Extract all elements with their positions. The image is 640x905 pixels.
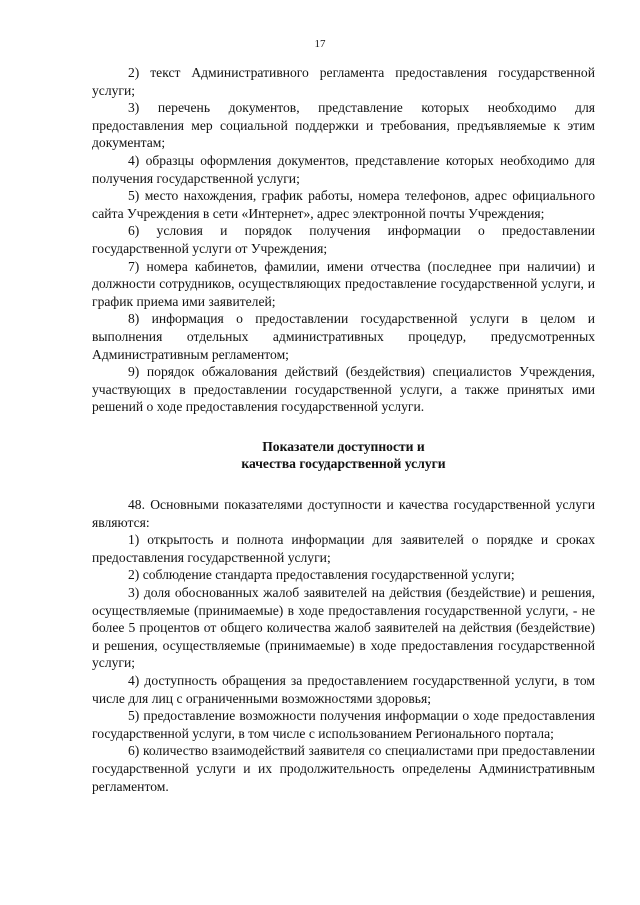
list-item-bottom-1: 1) открытость и полнота информации для заявителей о порядке и сроках предоставления государственной услуги;	[92, 532, 595, 565]
list-item-top-8: 8) информация о предоставлении государственной услуги в целом и выполнения отдельных административных процедур, предусмотренных Административным регламентом;	[92, 311, 595, 362]
section-heading-line-2: качества государственной услуги	[241, 456, 446, 472]
list-item-bottom-5: 5) предоставление возможности получения информации о ходе предоставления государственной услуги, в том числе с использованием Регионального портала;	[92, 708, 595, 741]
document-body	[92, 64, 595, 795]
section-heading-line-1: Показатели доступности и	[262, 438, 425, 454]
list-item-top-5: 5) место нахождения, график работы, номера телефонов, адрес официального сайта Учреждения в сети «Интернет», адрес электронной почты Учреждения;	[92, 188, 595, 221]
list-item-top-7: 7) номера кабинетов, фамилии, имени отчества (последнее при наличии) и должности сотрудников, осуществляющих предоставление государственной услуги, и график приема ими заявителей;	[92, 258, 595, 309]
list-item-top-6: 6) условия и порядок получения информации о предоставлении государственной услуги от Учреждения;	[92, 223, 595, 256]
list-item-top-9: 9) порядок обжалования действий (бездействия) специалистов Учреждения, участвующих в предоставлении государственной услуги, а также принятых ими решений о ходе предоставления государственной услуги.	[92, 364, 595, 415]
section-heading	[92, 438, 595, 473]
list-item-top-2: 2) текст Административного регламента предоставления государственной услуги;	[92, 65, 595, 98]
clause-48-intro: 48. Основными показателями доступности и качества государственной услуги являются:	[92, 497, 595, 530]
list-item-bottom-2: 2) соблюдение стандарта предоставления государственной услуги;	[128, 567, 515, 583]
list-item-bottom-3: 3) доля обоснованных жалоб заявителей на действия (бездействие) и решения, осуществляемые (принимаемые) в ходе предоставления государственной услуги, - не более 5 процентов от общего количества жалоб заявителей на действия (бездействие) и решения, осуществляемые (принимаемые) в ходе предоставления государственной услуги;	[92, 585, 595, 671]
list-item-bottom-4: 4) доступность обращения за предоставлением государственной услуги, в том числе для лиц с ограниченными возможностями здоровья;	[92, 673, 595, 706]
page-number: 17	[314, 38, 326, 50]
list-item-top-4: 4) образцы оформления документов, представление которых необходимо для получения государственной услуги;	[92, 152, 595, 186]
list-item-bottom-6: 6) количество взаимодействий заявителя со специалистами при предоставлении государственной услуги и их продолжительность определены Административным регламентом.	[92, 743, 595, 794]
list-item-top-3: 3) перечень документов, представление которых необходимо для предоставления мер социальной поддержки и требования, предъявляемые к этим документам;	[92, 100, 595, 151]
